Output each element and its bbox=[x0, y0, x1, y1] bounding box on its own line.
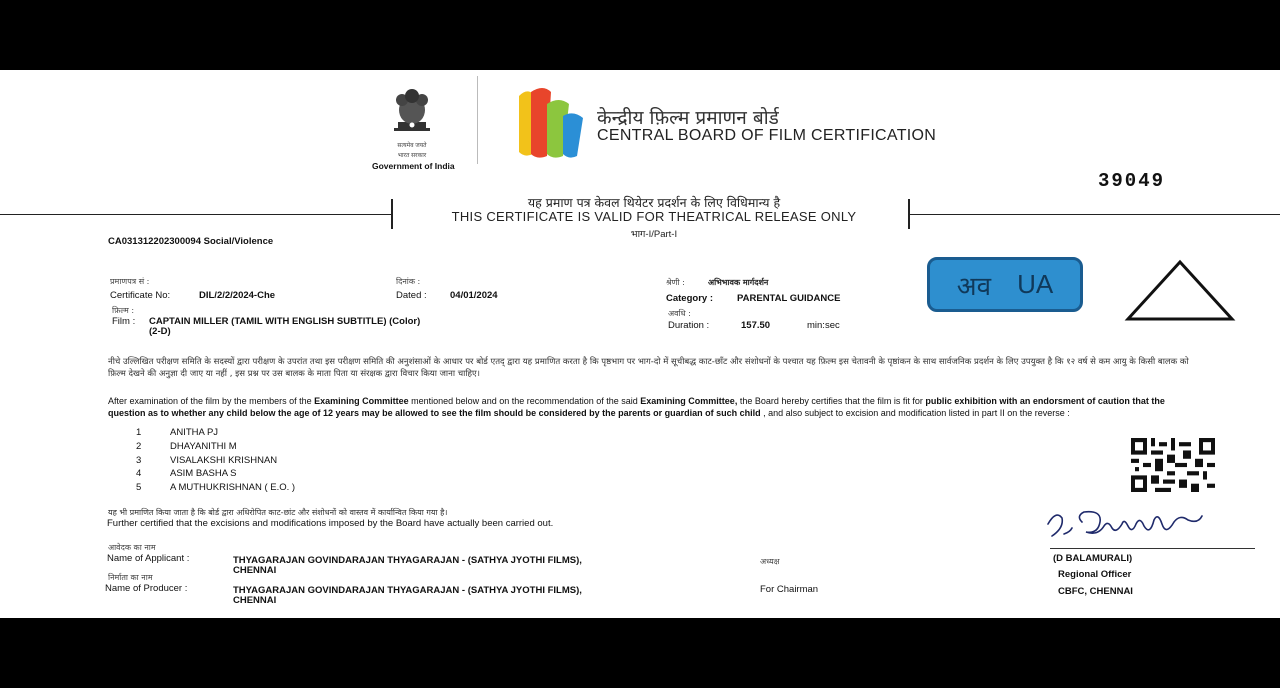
cbfc-logo-icon bbox=[513, 82, 587, 162]
category-value: PARENTAL GUIDANCE bbox=[737, 293, 841, 304]
part-label: भाग-I/Part-I bbox=[630, 229, 678, 240]
producer-label-hindi: निर्माता का नाम bbox=[108, 573, 153, 582]
government-emblem bbox=[372, 86, 455, 171]
board-name-english: CENTRAL BOARD OF FILM CERTIFICATION bbox=[597, 127, 937, 144]
gov-label: Government of India bbox=[372, 161, 455, 171]
reference-code: CA031312202300094 Social/Violence bbox=[108, 236, 274, 247]
signature-rule bbox=[1050, 548, 1255, 549]
member-number: 1 bbox=[136, 427, 142, 438]
cert-no-label-hindi: प्रमाणपत्र सं : bbox=[110, 277, 150, 286]
rating-english: UA bbox=[1017, 269, 1054, 299]
para-text-3: the Board hereby certifies that the film is fit for bbox=[737, 396, 926, 406]
validity-english: THIS CERTIFICATE IS VALID FOR THEATRICAL RELEASE ONLY bbox=[451, 209, 857, 224]
member-name: DHAYANITHI M bbox=[170, 441, 237, 452]
applicant-label-hindi: आवेदक का नाम bbox=[108, 543, 156, 552]
header-divider bbox=[477, 76, 478, 164]
banner-rule-left bbox=[0, 214, 392, 215]
signatory-title: Regional Officer bbox=[1058, 569, 1132, 580]
cert-no-label: Certificate No: bbox=[110, 290, 171, 301]
banner-rule-right bbox=[910, 214, 1280, 215]
emblem-motto: सत्यमेव जयते bbox=[397, 143, 427, 149]
date-label: Dated : bbox=[396, 290, 427, 301]
para-bold-1: Examining Committee bbox=[314, 396, 409, 406]
film-format: (2-D) bbox=[149, 326, 171, 337]
certification-text bbox=[108, 395, 1198, 419]
duration-value: 157.50 bbox=[741, 320, 771, 331]
film-label-hindi: फ़िल्म : bbox=[112, 306, 135, 315]
applicant-city: CHENNAI bbox=[233, 565, 277, 576]
banner-tick-left bbox=[391, 199, 393, 229]
banner-tick-right bbox=[908, 199, 910, 229]
category-label-hindi: श्रेणी : bbox=[666, 278, 685, 287]
date-label-hindi: दिनांक : bbox=[396, 277, 421, 286]
producer-city: CHENNAI bbox=[233, 595, 277, 606]
member-name: ANITHA PJ bbox=[170, 427, 219, 438]
certification-text-hindi: नीचे उल्लिखित परीक्षण समिति के सदस्यों द्वारा परीक्षण के उपरांत तथा इस परीक्षण समिति की अनुशंसाओं के आधार पर बोर्ड एतद् द्वारा यह प्रमाणित करता है कि पृष्ठभाग पर भाग-दो में सूचीबद्ध काट-छाँट और संशोधनों के पश्चात यह फ़िल्म इस चेतावनी के पृष्ठांकन के साथ सार्वजनिक प्रदर्शन के लिए उपयुक्त है कि १२ वर्ष से कम आयु के किसी बालक को फ़िल्म देखने की अनुज्ञा दी जाए या नहीं , इस प्रश्न पर उस बालक के माता पिता या संरक्षक द्वारा विचार किया जाना चाहिए। bbox=[108, 357, 1189, 379]
film-title: CAPTAIN MILLER (TAMIL WITH ENGLISH SUBTITLE) (Color) bbox=[149, 316, 421, 327]
signatory-office: CBFC, CHENNAI bbox=[1058, 586, 1133, 597]
para-text-2: mentioned below and on the recommendation of the said bbox=[408, 396, 641, 406]
validity-hindi: यह प्रमाण पत्र केवल थियेटर प्रदर्शन के लिए विधिमान्य है bbox=[527, 195, 781, 210]
gov-hindi: भारत सरकार bbox=[397, 153, 427, 159]
board-name-hindi: केन्द्रीय फ़िल्म प्रमाणन बोर्ड bbox=[597, 107, 779, 129]
producer-label: Name of Producer : bbox=[105, 583, 188, 594]
duration-label-hindi: अवधि : bbox=[668, 309, 691, 318]
rating-hindi: अव bbox=[956, 270, 992, 301]
serial-number: 39049 bbox=[1098, 170, 1166, 192]
further-cert-text: Further certified that the excisions and modifications imposed by the Board have actually been carried out. bbox=[107, 518, 554, 529]
date-value: 04/01/2024 bbox=[450, 290, 498, 301]
certificate-page bbox=[0, 70, 1280, 618]
member-number: 3 bbox=[136, 455, 142, 466]
para-bold-2: Examining Committee, bbox=[640, 396, 738, 406]
member-name: A MUTHUKRISHNAN ( E.O. ) bbox=[170, 482, 296, 493]
rating-badge bbox=[927, 257, 1083, 312]
qr-code-icon bbox=[1131, 438, 1215, 492]
duration-label: Duration : bbox=[668, 320, 710, 331]
producer-name: THYAGARAJAN GOVINDARAJAN THYAGARAJAN - (SATHYA JYOTHI FILMS), bbox=[233, 585, 582, 596]
category-value-hindi: अभिभावक मार्गदर्शन bbox=[708, 278, 769, 287]
film-label: Film : bbox=[112, 316, 136, 327]
member-name: ASIM BASHA S bbox=[170, 468, 237, 479]
lion-capital-icon bbox=[386, 86, 438, 134]
cert-no-value: DIL/2/2/2024-Che bbox=[199, 290, 276, 301]
applicant-label: Name of Applicant : bbox=[107, 553, 190, 564]
applicant-name: THYAGARAJAN GOVINDARAJAN THYAGARAJAN - (SATHYA JYOTHI FILMS), bbox=[233, 555, 582, 566]
para-bold-3: public exhibition with an endorsment of caution that the question as to whether any child below the age of 12 years may be allowed to see the film should be considered by the parents or guardian of such child bbox=[108, 396, 1165, 418]
signature-icon bbox=[1042, 506, 1212, 548]
para-text-4: , and also subject to excision and modification listed in part II on the reverse : bbox=[760, 408, 1070, 418]
member-number: 2 bbox=[136, 441, 142, 452]
member-number: 5 bbox=[136, 482, 142, 493]
category-label: Category : bbox=[666, 293, 713, 304]
triangle-symbol-icon bbox=[1124, 258, 1236, 322]
duration-unit: min:sec bbox=[807, 320, 840, 331]
member-name: VISALAKSHI KRISHNAN bbox=[170, 455, 278, 466]
member-number: 4 bbox=[136, 468, 142, 479]
chair-hindi: अध्यक्ष bbox=[760, 557, 780, 566]
para-text-1: After examination of the film by the members of the bbox=[108, 396, 315, 406]
chair-english: For Chairman bbox=[760, 584, 819, 595]
further-cert-hindi: यह भी प्रमाणित किया जाता है कि बोर्ड द्वारा अधिरोपित काट-छांट और संशोधनों को वास्तव में कार्यान्वित किया गया है। bbox=[108, 508, 448, 517]
signatory-name: (D BALAMURALI) bbox=[1053, 553, 1133, 564]
